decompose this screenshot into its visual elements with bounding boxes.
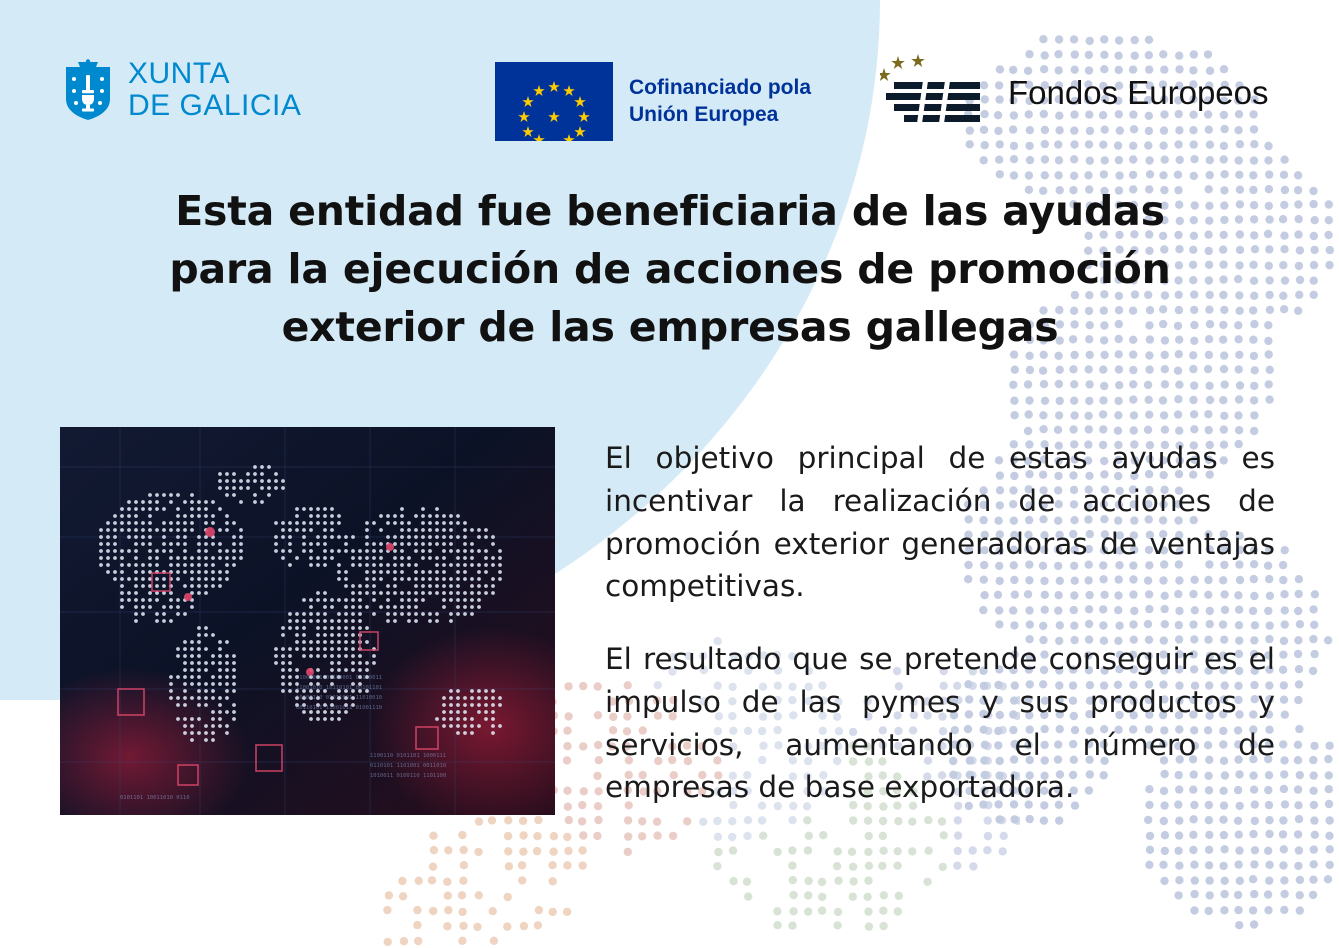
body-copy xyxy=(605,437,1275,809)
logo-european-union xyxy=(495,62,811,141)
logo-bar xyxy=(0,48,1339,158)
eu-wordmark-line2: Unión Europea xyxy=(629,102,779,126)
eu-flag-icon xyxy=(495,62,613,141)
logo-fondos-europeos xyxy=(880,54,1269,132)
world-map-digital-network-image xyxy=(60,427,555,815)
xunta-wordmark-line2: DE GALICIA xyxy=(128,89,302,123)
svg-text:01001011 01100001 01110011: 01001011 01100001 01110011 xyxy=(296,675,383,681)
world-map-image-graphic xyxy=(60,427,555,815)
headline-line-2: para la ejecución de acciones de promoción xyxy=(169,245,1171,294)
headline-line-1: Esta entidad fue beneficiaria de las ayudas xyxy=(175,187,1165,235)
svg-text:1100110 0101101 1000111: 1100110 0101101 1000111 xyxy=(370,753,447,759)
svg-text:0110101 1101001 0011010: 0110101 1101001 0011010 xyxy=(370,763,447,769)
svg-text:1010011 0100110 1101100: 1010011 0100110 1101100 xyxy=(370,773,447,779)
xunta-wordmark-line1: XUNTA xyxy=(128,57,230,90)
logo-xunta-de-galicia xyxy=(62,58,301,123)
svg-text:0101101 10011010 0110: 0101101 10011010 0110 xyxy=(120,795,190,801)
xunta-wordmark xyxy=(128,58,301,123)
body-paragraph-2: El resultado que se pretende conseguir es el impulso de las pymes y sus productos y servicios, aumentando el número de empresas de base exportadora. xyxy=(605,642,1275,805)
svg-text:10100110 01011001 11010010: 10100110 01011001 11010010 xyxy=(296,695,383,701)
page-title xyxy=(70,182,1270,357)
xunta-shield-icon xyxy=(62,59,114,121)
fondos-europeos-wordmark: Fondos Europeos xyxy=(1008,74,1269,111)
headline-line-3: exterior de las empresas gallegas xyxy=(281,303,1059,352)
svg-text:00110101 11001011 01001110: 00110101 11001011 01001110 xyxy=(296,705,383,711)
fondos-europeos-mark-icon xyxy=(880,54,990,132)
svg-text:11001010 10110101 00101101: 11001010 10110101 00101101 xyxy=(296,685,383,691)
eu-wordmark xyxy=(629,75,811,128)
eu-wordmark-line1: Cofinanciado pola xyxy=(629,76,812,100)
body-paragraph-1: El objetivo principal de estas ayudas es incentivar la realización de acciones de promoción exterior generadoras de ventajas competitivas. xyxy=(605,441,1275,604)
